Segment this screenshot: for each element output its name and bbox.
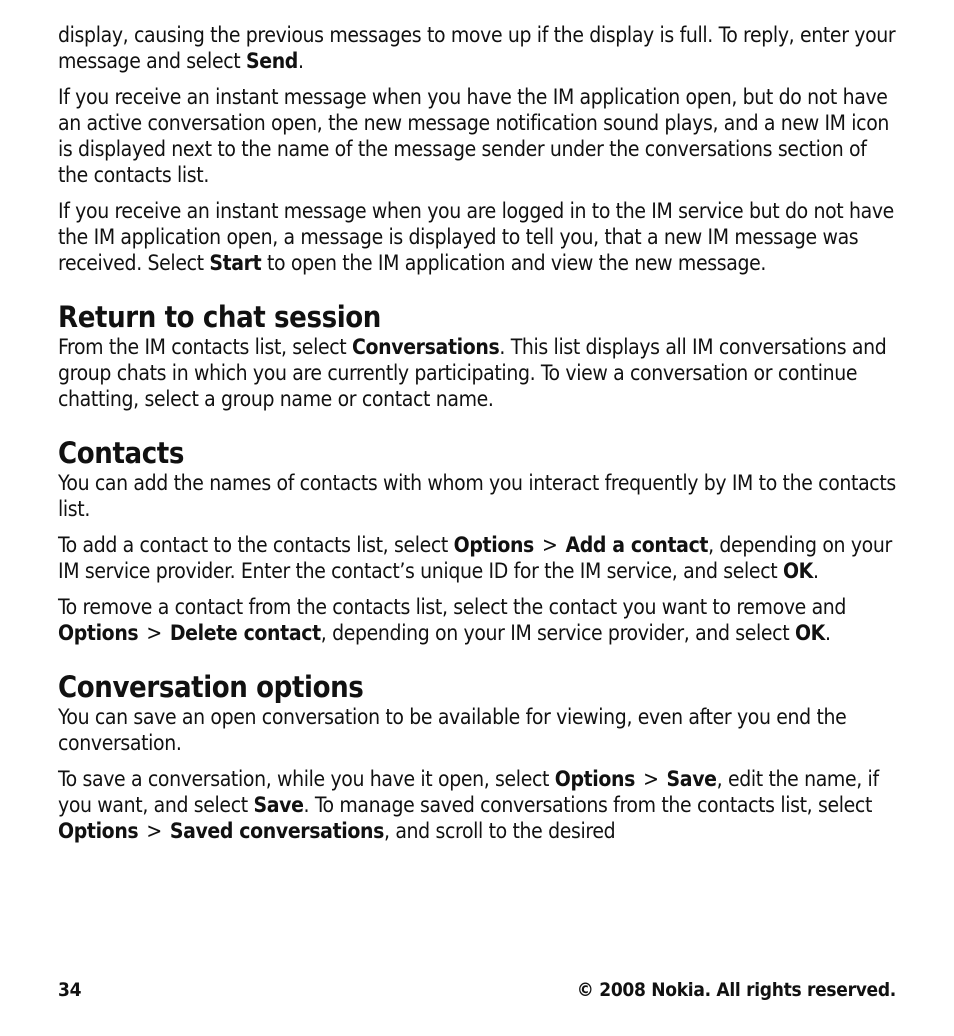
contacts-heading: Contacts xyxy=(58,436,184,470)
text-run: . This list displays all IM conversations and group chats in which you are currently participating. To view a conversation or continue chatting, select a group name or contact name. xyxy=(58,335,887,411)
text-run: , edit the name, if you want, and select xyxy=(58,767,879,817)
menu-path-separator: > xyxy=(541,533,558,557)
options-menu-label: Options xyxy=(58,819,139,843)
document-page xyxy=(58,22,900,854)
contacts-paragraph-2 xyxy=(58,532,900,584)
menu-path-separator: > xyxy=(146,819,162,843)
conversation-paragraph-1: You can save an open conversation to be available for viewing, even after you end the conversation. xyxy=(58,705,847,755)
start-menu-label: Start xyxy=(209,251,262,275)
delete-contact-menu-label: Delete contact xyxy=(169,621,321,645)
contacts-paragraph-3 xyxy=(58,594,900,646)
text-run: , depending on your IM service provider, and select xyxy=(320,621,795,645)
options-menu-label: Options xyxy=(554,767,636,791)
text-run: To add a contact to the contacts list, select xyxy=(58,533,454,557)
return-to-chat-heading: Return to chat session xyxy=(58,300,381,334)
text-run: . xyxy=(297,49,304,73)
text-run: To save a conversation, while you have it open, select xyxy=(58,767,555,791)
page-footer xyxy=(58,978,896,1002)
ok-menu-label: OK xyxy=(794,621,825,645)
menu-path-separator: > xyxy=(643,767,659,791)
saved-conversations-menu-label: Saved conversations xyxy=(169,819,385,843)
text-run: . xyxy=(824,621,831,645)
text-run: , depending on your IM service provider. Enter the contact’s unique ID for the IM service, and select xyxy=(58,533,892,583)
intro-paragraph-2: If you receive an instant message when you have the IM application open, but do not have an active conversation open, the new message notification sound plays, and a new IM icon is displayed next to the name of the message sender under the conversations section of the contacts list. xyxy=(58,85,890,187)
add-a-contact-menu-label: Add a contact xyxy=(565,533,709,557)
text-run: , and scroll to the desired xyxy=(384,819,616,843)
conversation-paragraph-2 xyxy=(58,766,900,844)
intro-paragraph-1 xyxy=(58,22,900,74)
contacts-paragraph-1: You can add the names of contacts with whom you interact frequently by IM to the contacts list. xyxy=(58,471,896,521)
options-menu-label: Options xyxy=(58,621,139,645)
save-menu-label: Save xyxy=(666,767,717,791)
options-menu-label: Options xyxy=(453,533,534,557)
conversations-menu-label: Conversations xyxy=(352,335,500,359)
copyright-notice: © 2008 Nokia. All rights reserved. xyxy=(576,979,896,1001)
text-run: to open the IM application and view the new message. xyxy=(261,251,767,275)
ok-menu-label: OK xyxy=(782,559,813,583)
return-paragraph-1 xyxy=(58,334,900,412)
intro-paragraph-3 xyxy=(58,198,900,276)
text-run: . To manage saved conversations from the contacts list, select xyxy=(303,793,873,817)
page-number: 34 xyxy=(58,979,82,1001)
text-run: . xyxy=(812,559,819,583)
text-run: To remove a contact from the contacts list, select the contact you want to remove and xyxy=(58,595,847,619)
text-run: From the IM contacts list, select xyxy=(58,335,352,359)
save-menu-label: Save xyxy=(253,793,304,817)
text-run: display, causing the previous messages to move up if the display is full. To reply, enter your message and select xyxy=(58,23,896,73)
conversation-options-heading: Conversation options xyxy=(58,670,364,704)
send-menu-label: Send xyxy=(245,49,298,73)
menu-path-separator: > xyxy=(146,621,162,645)
text-run: If you receive an instant message when you are logged in to the IM service but do not have the IM application open, a message is displayed to tell you, that a new IM message was received. Select xyxy=(58,199,894,275)
